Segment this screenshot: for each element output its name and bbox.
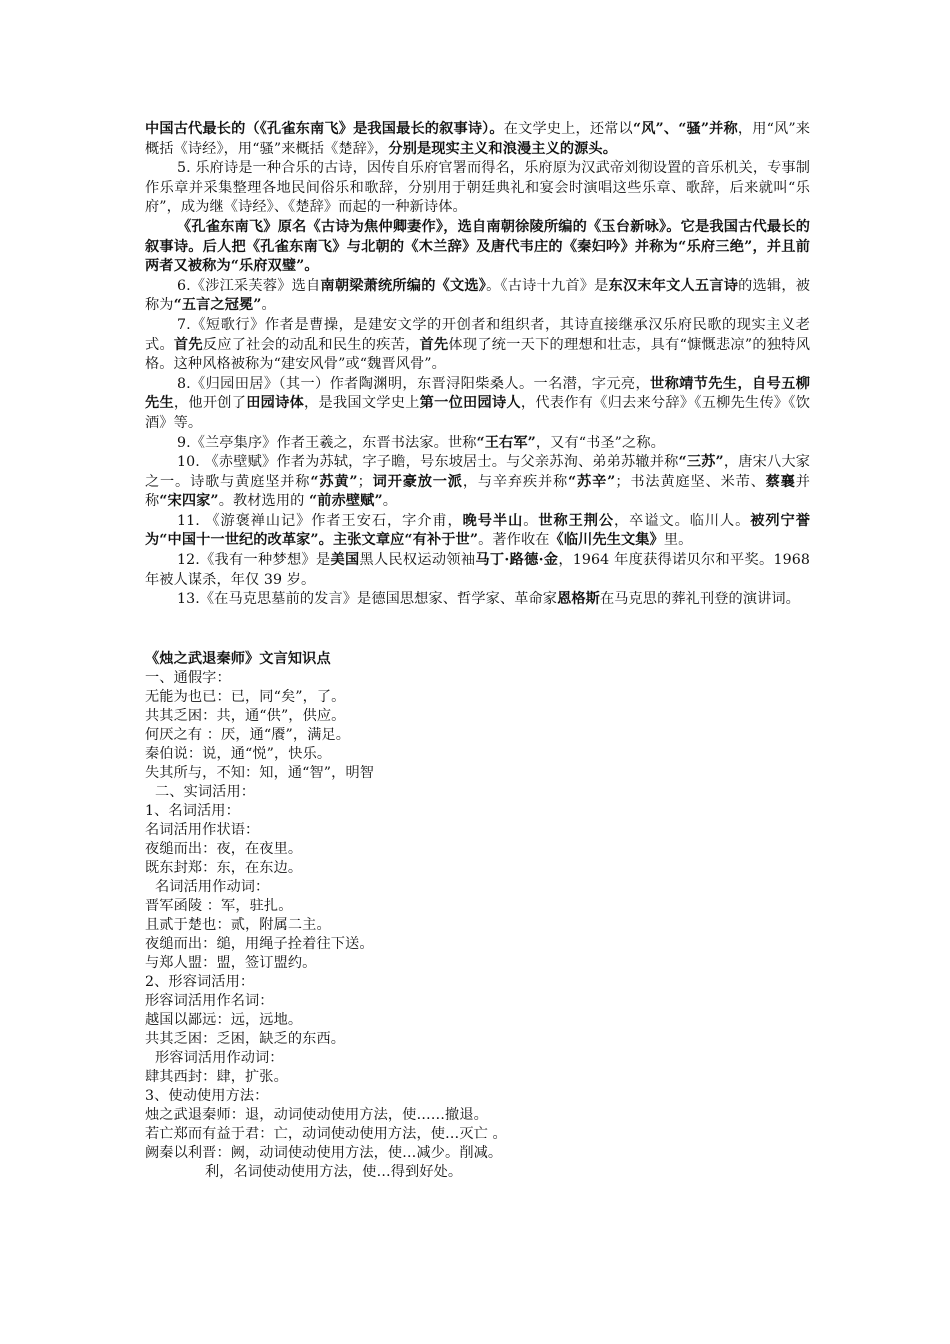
notes-line: 1、名词活用：: [145, 802, 240, 819]
notes-line: 若亡郑而有益于君：亡，动词使动使用方法，使…灭亡 。: [145, 1125, 507, 1142]
paragraph-7: 7.《短歌行》作者是曹操，是建安文学的开创者和组织者，其诗直接继承汉乐府民歌的现实主义老式。首先反应了社会的动乱和民生的疾苦，首先体现了统一天下的理想和壮志，具有“慷慨悲凉”的独特风格。这种风格被称为“建安风骨”或“魏晋风骨”。: [145, 316, 811, 373]
notes-line: 失其所与，不知：知，通“智”，明智: [145, 764, 375, 781]
notes-line: 晋军函陵 ：军，驻扎。: [145, 897, 293, 914]
notes-line: 夜缒而出：缒，用绳子拴着往下送。: [145, 935, 374, 952]
notes-line: 夜缒而出：夜，在夜里。: [145, 840, 303, 857]
paragraph-11: 11. 《游褒禅山记》作者王安石，字介甫，晚号半山。世称王荆公，卒谥文。临川人。被列宁誉为“中国十一世纪的改革家”。主张文章应“有补于世”。著作收在《临川先生文集》里。: [145, 512, 810, 549]
notes-line: 秦伯说：说，通“悦”，快乐。: [145, 745, 332, 762]
notes-line: 2、形容词活用：: [145, 973, 255, 990]
notes-line: 利，名词使动使用方法，使…得到好处。: [205, 1163, 463, 1180]
notes-line: 且贰于楚也：贰，附属二主。: [145, 916, 331, 933]
paragraph-13: 13.《在马克思墓前的发言》是德国思想家、哲学家、革命家恩格斯在马克思的葬礼刊登的演讲词。: [177, 591, 800, 608]
notes-line: 形容词活用作动词：: [155, 1049, 284, 1066]
notes-line: 共其乏困：乏困，缺乏的东西。: [145, 1030, 346, 1047]
paragraph-9: 9.《兰亭集序》作者王羲之，东晋书法家。世称“王右军”，又有“书圣”之称。: [177, 434, 665, 451]
notes-section: [145, 650, 810, 1182]
notes-line: 名词活用作动词：: [155, 878, 270, 895]
paragraph-5: 5. 乐府诗是一种合乐的古诗，因传自乐府官署而得名，乐府原为汉武帝刘彻设置的音乐机关，专事制作乐章并采集整理各地民间俗乐和歌辞，分别用于朝廷典礼和宴会时演唱这些乐章、歌辞，后来就叫“乐府”，成为继《诗经》、《楚辞》而起的一种新诗体。: [145, 160, 810, 216]
notes-line: 无能为也已：已，同“矣”，了。: [145, 688, 346, 705]
notes-line: 既东封郑：东，在东边。: [145, 859, 303, 876]
notes-line: 阙秦以利晋：阙，动词使动使用方法，使…减少。削减。: [145, 1144, 503, 1161]
notes-line: 烛之武退秦师：退，动词使动使用方法，使……撤退。: [145, 1106, 488, 1123]
notes-title: 《烛之武退秦师》文言知识点: [145, 650, 331, 667]
notes-line: 共其乏困：共，通“供”，供应。: [145, 707, 346, 724]
notes-line: 一、通假字：: [145, 669, 231, 686]
paragraph-5-kongque: 《孔雀东南飞》原名《古诗为焦仲卿妻作》，选自南朝徐陵所编的《玉台新咏》。它是我国古代最长的叙事诗。后人把《孔雀东南飞》与北朝的《木兰辞》及唐代韦庄的《秦妇吟》并称为“乐府三绝”，并且前两者又被称为“乐府双璧”。: [145, 218, 810, 275]
notes-line: 何厌之有 ：厌，通“餍”，满足。: [145, 726, 351, 743]
paragraph-6: 6.《涉江采芙蓉》选自南朝梁萧统所编的《文选》。《古诗十九首》是东汉末年文人五言诗的选辑，被称为“五言之冠冕”。: [145, 277, 810, 314]
paragraph-10: 10. 《赤壁赋》作者为苏轼，字子瞻，号东坡居士。与父亲苏洵、弟弟苏辙并称“三苏”，唐宋八大家之一。诗歌与黄庭坚并称“苏黄”；词开豪放一派，与辛弃疾并称“苏辛”；书法黄庭坚、米芾、蔡襄并称“宋四家”。教材选用的 “前赤壁赋”。: [145, 454, 811, 510]
notes-line: 名词活用作状语：: [145, 821, 260, 838]
notes-line: 与郑人盟：盟，签订盟约。: [145, 954, 317, 971]
document-body: [145, 120, 810, 1182]
notes-line: 3、使动使用方法：: [145, 1087, 269, 1104]
paragraph-8: 8.《归园田居》（其一）作者陶渊明，东晋浔阳柴桑人。一名潜，字元亮，世称靖节先生，自号五柳先生，他开创了田园诗体，是我国文学史上第一位田园诗人，代表作有《归去来兮辞》《五柳先生传》《饮酒》等。: [145, 375, 811, 431]
notes-line: 越国以鄙远：远，远地。: [145, 1011, 303, 1028]
paragraph-12: 12.《我有一种梦想》是美国黑人民权运动领袖马丁·路德·金，1964 年度获得诺贝尔和平奖。1968 年被人谋杀，年仅 39 岁。: [145, 552, 811, 588]
paragraph-4-tail: 中国古代最长的（《孔雀东南飞》是我国最长的叙事诗）。在文学史上，还常以“风”、“骚”并称，用“风”来概括《诗经》，用“骚”来概括《楚辞》，分别是现实主义和浪漫主义的源头。: [145, 121, 811, 157]
notes-line: 二、实词活用：: [155, 783, 256, 800]
notes-line: 肆其西封：肆，扩张。: [145, 1068, 288, 1085]
notes-line: 形容词活用作名词：: [145, 992, 274, 1009]
